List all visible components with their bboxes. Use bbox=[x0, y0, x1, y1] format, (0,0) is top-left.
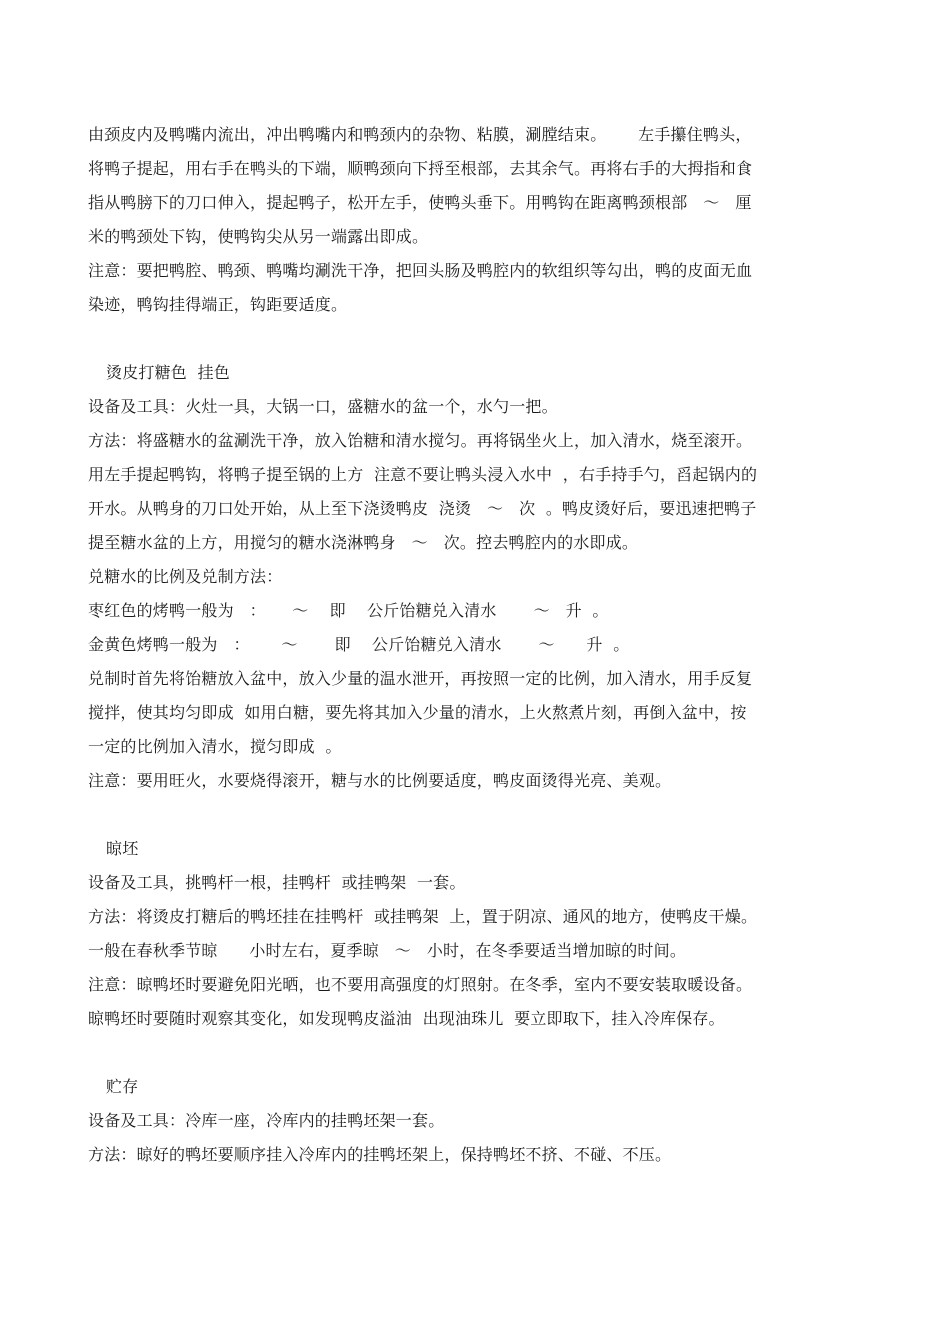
section-gap bbox=[88, 798, 872, 832]
section-gap bbox=[88, 322, 872, 356]
text-line: 设备及工具：火灶一具，大锅一口，盛糖水的盆一个，水勺一把。 bbox=[88, 397, 558, 416]
text-line: 一般在春秋季节晾 小时左右，夏季晾 ～ 小时，在冬季要适当增加晾的时间。 bbox=[88, 941, 687, 960]
section-heading: 贮存 bbox=[106, 1077, 139, 1096]
text-line: 由颈皮内及鸭嘴内流出，冲出鸭嘴内和鸭颈内的杂物、粘膜，涮膛结束。 左手攥住鸭头， bbox=[88, 125, 752, 144]
text-line: 用左手提起鸭钩，将鸭子提至锅的上方 注意不要让鸭头浸入水中 ，右手持手勺，舀起锅内的 bbox=[88, 465, 758, 484]
text-line: 一定的比例加入清水，搅匀即成 。 bbox=[88, 737, 342, 756]
text-line: 方法：晾好的鸭坯要顺序挂入冷库内的挂鸭坯架上，保持鸭坯不挤、不碰、不压。 bbox=[88, 1145, 672, 1164]
section-prep bbox=[88, 118, 872, 322]
section-store bbox=[88, 1070, 872, 1172]
text-line: 将鸭子提起，用右手在鸭头的下端，顺鸭颈向下捋至根部，去其余气。再将右手的大拇指和食 bbox=[88, 159, 753, 178]
text-line: 搅拌，使其均匀即成 如用白糖，要先将其加入少量的清水，上火熬煮片刻，再倒入盆中，按 bbox=[88, 703, 747, 722]
text-line: 枣红色的烤鸭一般为 ： ～ 即 公斤饴糖兑入清水 ～ 升 。 bbox=[88, 601, 609, 620]
text-line: 设备及工具：冷库一座，冷库内的挂鸭坯架一套。 bbox=[88, 1111, 445, 1130]
note-line: 注意：晾鸭坯时要避免阳光晒，也不要用高强度的灯照射。在冬季，室内不要安装取暖设备。 bbox=[88, 975, 753, 994]
section-dry bbox=[88, 832, 872, 1036]
text-line: 方法：将烫皮打糖后的鸭坯挂在挂鸭杆 或挂鸭架 上，置于阴凉、通风的地方，使鸭皮干燥。 bbox=[88, 907, 758, 926]
section-heading: 烫皮打糖色 挂色 bbox=[106, 363, 230, 382]
note-line: 晾鸭坯时要随时观察其变化，如发现鸭皮溢油 出现油珠儿 要立即取下，挂入冷库保存。 bbox=[88, 1009, 725, 1028]
document-page bbox=[88, 118, 872, 1172]
text-line: 提至糖水盆的上方，用搅匀的糖水浇淋鸭身 ～ 次。控去鸭腔内的水即成。 bbox=[88, 533, 639, 552]
text-line: 方法：将盛糖水的盆涮洗干净，放入饴糖和清水搅匀。再将锅坐火上，加入清水，烧至滚开。 bbox=[88, 431, 753, 450]
text-line: 指从鸭膀下的刀口伸入，提起鸭子，松开左手，使鸭头垂下。用鸭钩在距离鸭颈根部 ～ 厘 bbox=[88, 193, 752, 212]
section-gap bbox=[88, 1036, 872, 1070]
text-line: 开水。从鸭身的刀口处开始，从上至下浇烫鸭皮 浇烫 ～ 次 。鸭皮烫好后，要迅速把鸭子 bbox=[88, 499, 757, 518]
note-line: 注意：要用旺火，水要烧得滚开，糖与水的比例要适度，鸭皮面烫得光亮、美观。 bbox=[88, 771, 672, 790]
note-line: 注意：要把鸭腔、鸭颈、鸭嘴均涮洗干净，把回头肠及鸭腔内的软组织等勾出，鸭的皮面无血 bbox=[88, 261, 753, 280]
text-line: 兑糖水的比例及兑制方法： bbox=[88, 567, 283, 586]
text-line: 设备及工具，挑鸭杆一根，挂鸭杆 或挂鸭架 一套。 bbox=[88, 873, 466, 892]
text-line: 兑制时首先将饴糖放入盆中，放入少量的温水泄开，再按照一定的比例，加入清水，用手反复 bbox=[88, 669, 753, 688]
text-line: 米的鸭颈处下钩，使鸭钩尖从另一端露出即成。 bbox=[88, 227, 429, 246]
section-heading: 晾坯 bbox=[106, 839, 139, 858]
note-line: 染迹，鸭钩挂得端正，钩距要适度。 bbox=[88, 295, 348, 314]
section-scald bbox=[88, 356, 872, 798]
text-line: 金黄色烤鸭一般为 ： ～ 即 公斤饴糖兑入清水 ～ 升 。 bbox=[88, 635, 630, 654]
